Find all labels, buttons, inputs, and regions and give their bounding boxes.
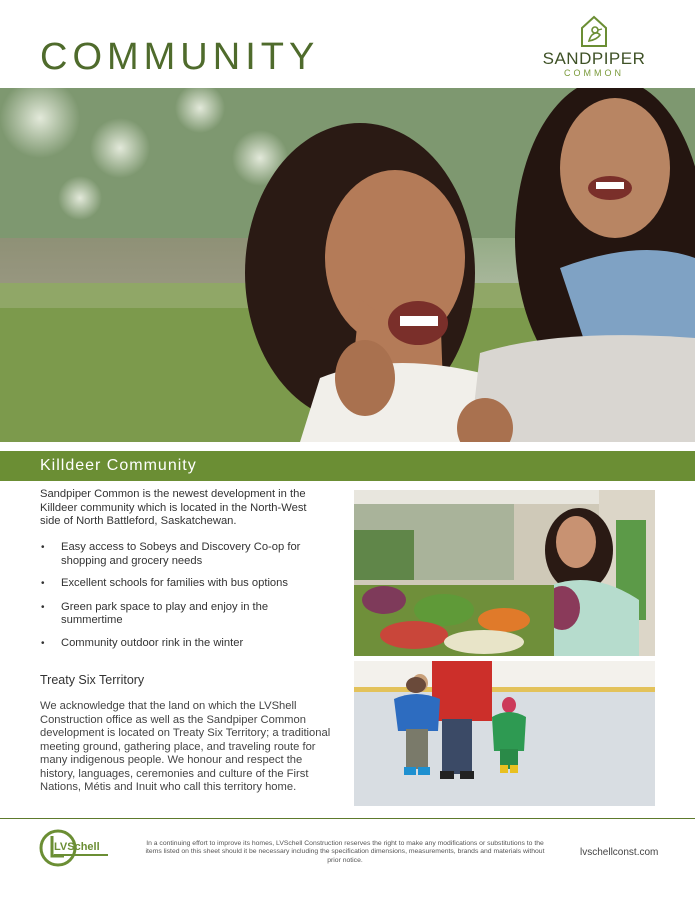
website-link[interactable]: lvschellconst.com — [580, 847, 659, 858]
list-item: • Green park space to play and enjoy in the summertime — [40, 601, 330, 628]
section-heading: Killdeer Community — [40, 457, 197, 474]
section-band — [0, 451, 695, 481]
list-item: • Excellent schools for families with bus options — [40, 577, 330, 591]
lvschell-logo — [38, 828, 112, 868]
intro-paragraph: Sandpiper Common is the newest development in the Killdeer community which is located in the North-West side of North Battleford, Saskatchewan. — [40, 488, 307, 527]
sandpiper-bird-icon — [578, 14, 610, 48]
sandpiper-logo — [530, 14, 658, 84]
feature-list — [40, 541, 330, 650]
logo-sub: COMMON — [564, 68, 624, 78]
page-header — [0, 0, 695, 88]
treaty-acknowledgement: We acknowledge that the land on which the LVShell Construction office as well as the Sandpiper Common development is located on Treaty Six Territory; a traditional meeting ground, gathering place, and traveling route for many indigenous people. We honour and respect the history, languages, ceremonies and culture of the First Nations, Métis and Inuit who call this territory home. — [40, 700, 331, 793]
page-title: COMMUNITY — [40, 36, 320, 78]
footer-disclaimer: In a continuing effort to improve its homes, LVSchell Construction reserves the right to make any modifications or substitutions to the items listed on this sheet should it be necessary including the specification dimensions, measurements, brands and materials without prior notice. — [145, 840, 545, 864]
list-item: • Community outdoor rink in the winter — [40, 637, 330, 651]
footer-divider — [0, 818, 695, 819]
grocery-photo — [354, 490, 655, 656]
logo-name: SANDPIPER — [542, 49, 646, 68]
list-item: • Easy access to Sobeys and Discovery Co-op for shopping and grocery needs — [40, 541, 330, 568]
treaty-heading: Treaty Six Territory — [40, 673, 145, 687]
footer-logo-text: LVSchell — [54, 841, 100, 853]
skating-rink-photo — [354, 661, 655, 806]
hero-family-photo — [0, 88, 695, 442]
